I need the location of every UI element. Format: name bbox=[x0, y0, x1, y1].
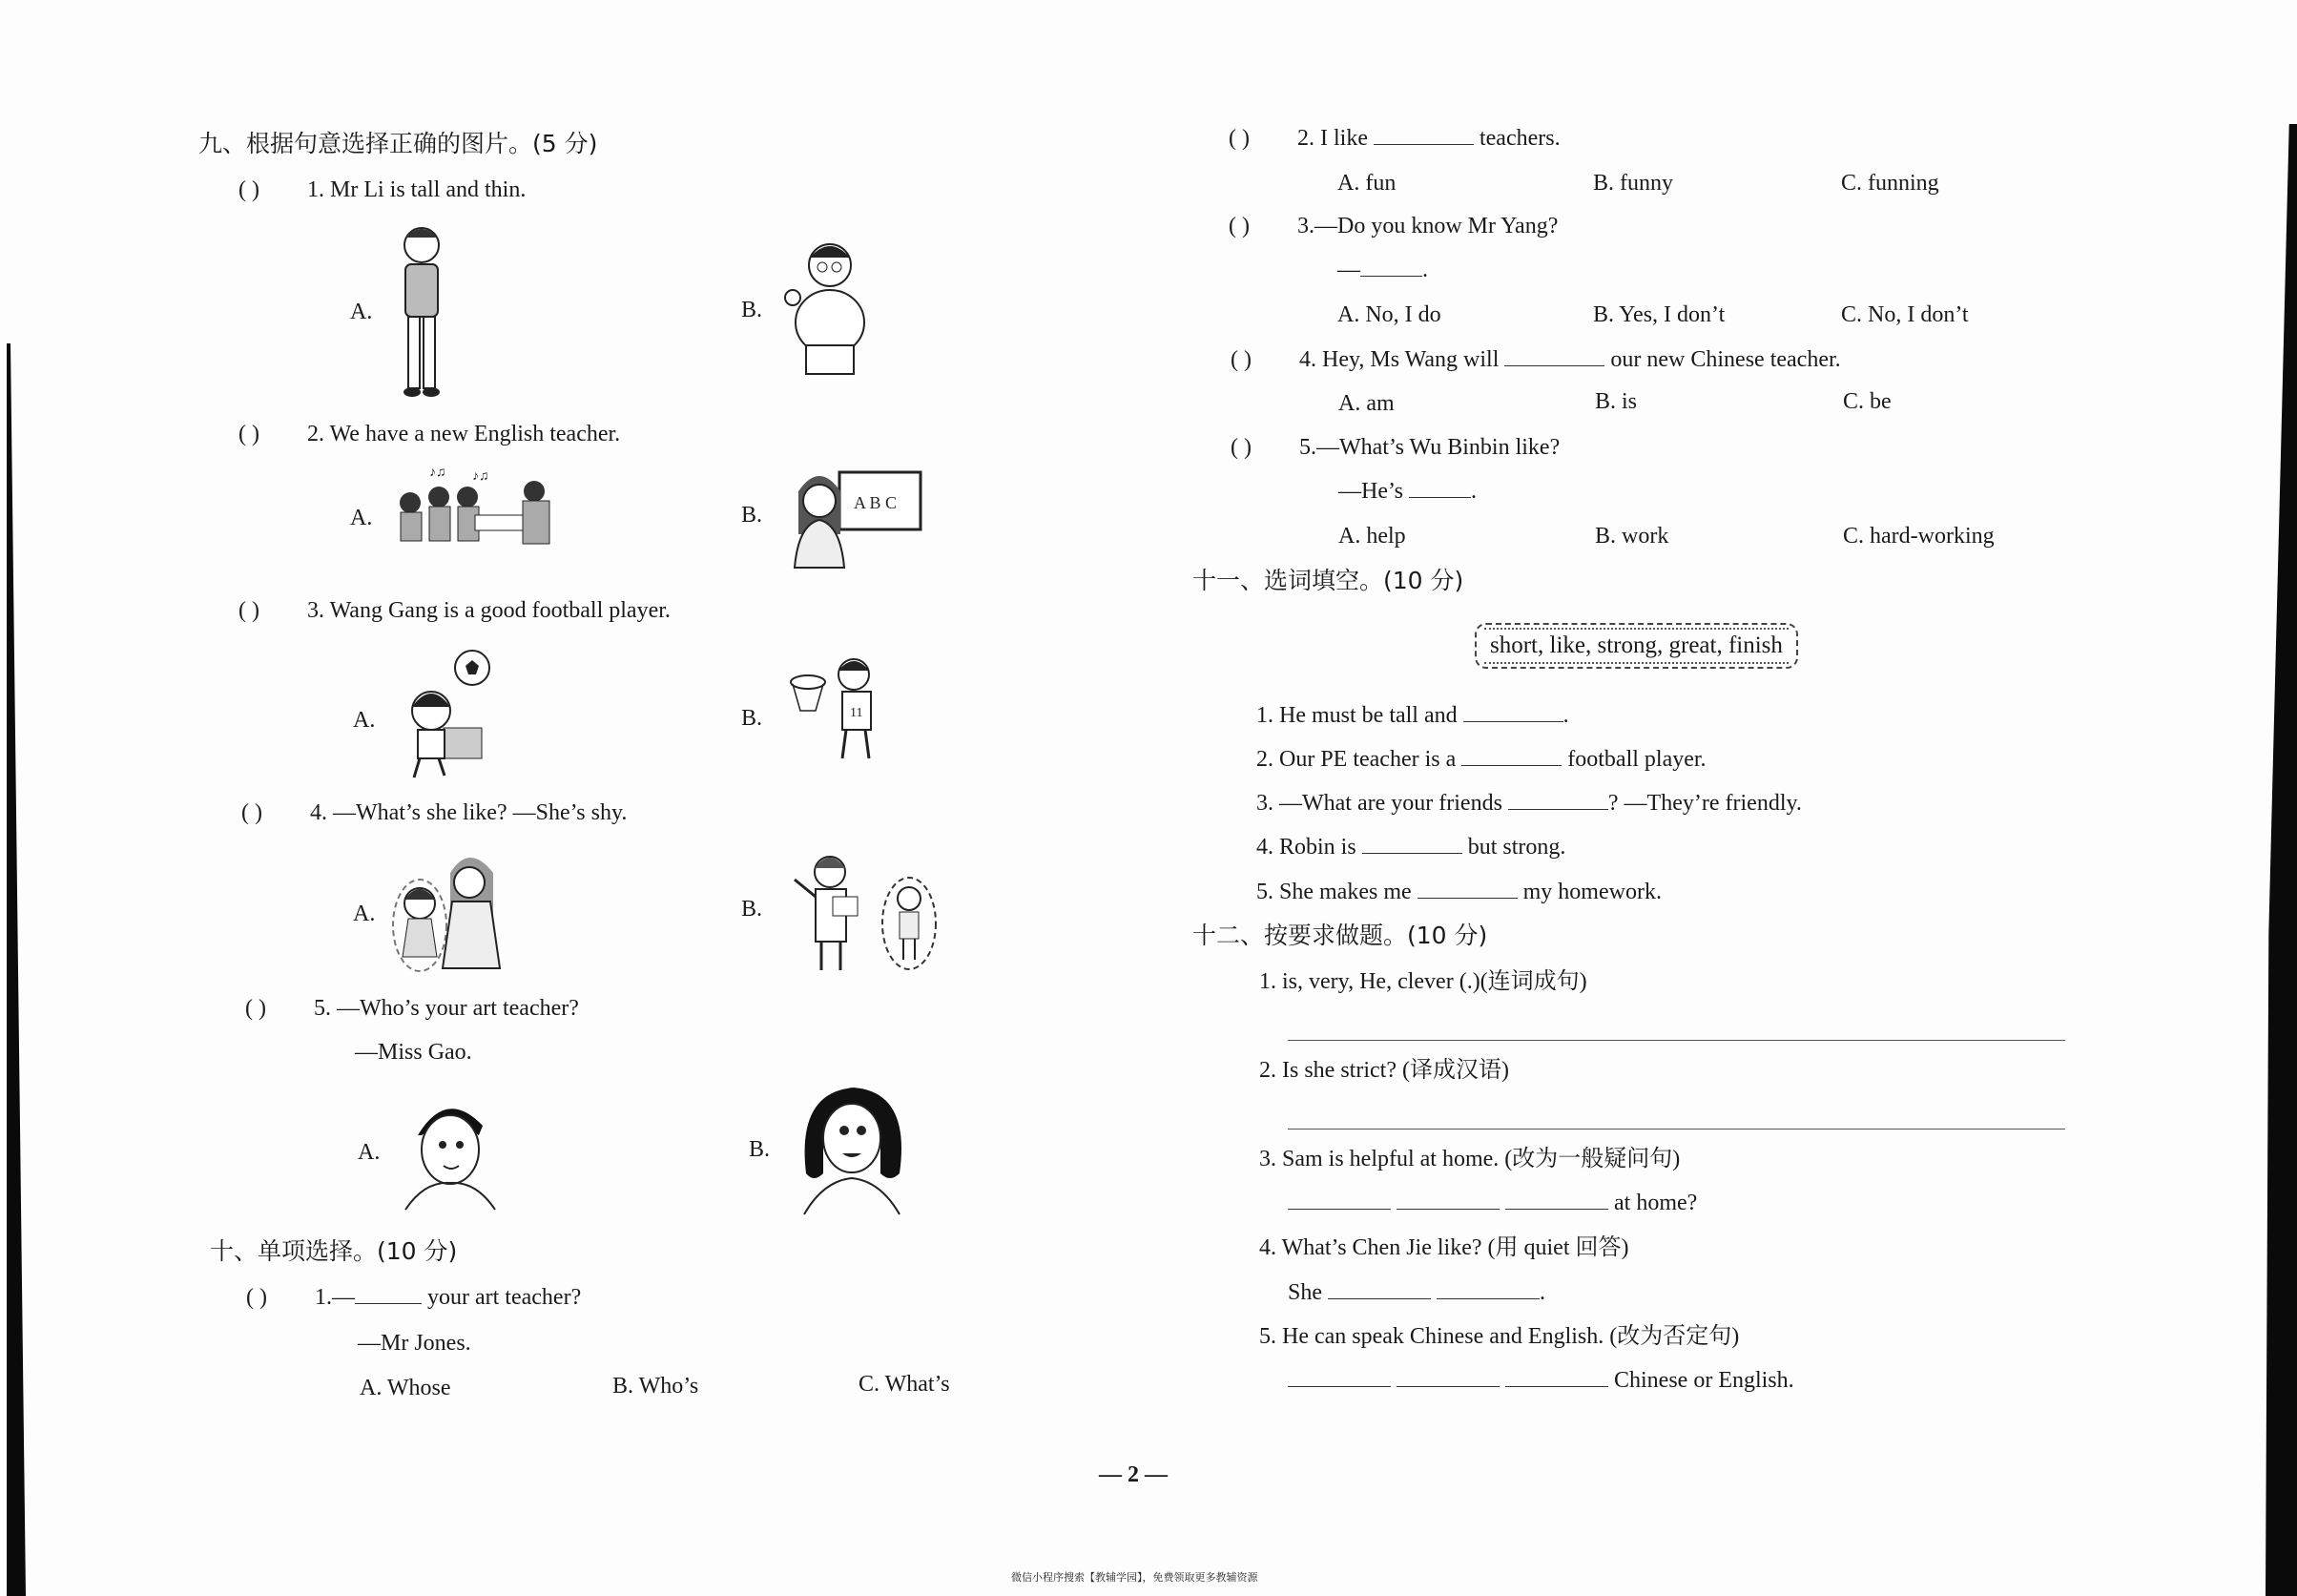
question-10-3: 3.—Do you know Mr Yang? bbox=[1297, 214, 1559, 238]
answer-blank[interactable] bbox=[1397, 1367, 1500, 1387]
answer-bracket[interactable]: ( ) bbox=[1231, 435, 1252, 460]
option-a[interactable]: A. am bbox=[1338, 391, 1395, 416]
question-9-5: 5. —Who’s your art teacher? bbox=[314, 996, 579, 1021]
option-a-label: A. bbox=[358, 1140, 381, 1165]
music-class-image[interactable] bbox=[391, 463, 558, 558]
option-a[interactable]: A. fun bbox=[1337, 171, 1397, 196]
option-a-label: A. bbox=[350, 300, 373, 324]
option-a[interactable]: A. No, I do bbox=[1337, 302, 1441, 327]
task-5-answer: Chinese or English. bbox=[1288, 1366, 1794, 1395]
short-fat-man-image[interactable] bbox=[777, 238, 878, 382]
option-b[interactable]: B. work bbox=[1595, 524, 1669, 549]
svg-text:11: 11 bbox=[850, 706, 863, 720]
page-number: — 2 — bbox=[1099, 1462, 1168, 1487]
word-bank-box: short, like, strong, great, finish bbox=[1475, 623, 1798, 669]
answer-bracket[interactable]: ( ) bbox=[1231, 347, 1252, 372]
tall-thin-man-image[interactable] bbox=[386, 224, 458, 401]
question-10-2: 2. I like teachers. bbox=[1297, 126, 1561, 151]
fill-item-4: 4. Robin is but strong. bbox=[1256, 835, 1566, 860]
answer-blank[interactable] bbox=[1288, 1367, 1391, 1387]
question-9-4: 4. —What’s she like? —She’s shy. bbox=[310, 800, 628, 825]
option-b-label: B. bbox=[749, 1137, 771, 1162]
svg-text:A B C: A B C bbox=[854, 493, 898, 512]
answer-blank[interactable] bbox=[1328, 1279, 1431, 1299]
task-1-prompt: 1. is, very, He, clever (.)(连词成句) bbox=[1259, 969, 1587, 994]
fill-blank-4[interactable] bbox=[1362, 834, 1462, 854]
option-c[interactable]: C. funning bbox=[1841, 171, 1939, 196]
svg-text:♪♫: ♪♫ bbox=[429, 466, 446, 480]
shy-girl-image[interactable] bbox=[391, 844, 506, 973]
answer-bracket[interactable]: ( ) bbox=[238, 598, 259, 623]
option-b-label: B. bbox=[741, 298, 763, 322]
option-b[interactable]: B. funny bbox=[1593, 171, 1673, 196]
answer-bracket[interactable]: ( ) bbox=[245, 996, 266, 1021]
question-9-3: 3. Wang Gang is a good football player. bbox=[307, 598, 671, 623]
answer-bracket[interactable]: ( ) bbox=[246, 1285, 267, 1310]
question-10-4: 4. Hey, Ms Wang will our new Chinese teacher. bbox=[1299, 347, 1841, 372]
answer-blank[interactable] bbox=[1397, 1190, 1500, 1210]
svg-text:♪♫: ♪♫ bbox=[472, 469, 489, 484]
option-a-label: A. bbox=[350, 506, 373, 530]
option-c[interactable]: C. hard-working bbox=[1843, 524, 1995, 549]
question-10-5-answer: —He’s . bbox=[1338, 479, 1477, 504]
teacher-and-boy-image[interactable] bbox=[777, 849, 944, 973]
option-c[interactable]: C. What’s bbox=[859, 1372, 950, 1397]
scan-edge-left bbox=[7, 343, 26, 1596]
man-portrait-image[interactable] bbox=[401, 1097, 501, 1212]
option-a-label: A. bbox=[353, 902, 376, 926]
option-b-label: B. bbox=[741, 503, 763, 528]
option-b-label: B. bbox=[741, 897, 763, 922]
section9-title: 九、根据句意选择正确的图片。(5 分) bbox=[198, 130, 598, 157]
section10-title: 十、单项选择。(10 分) bbox=[210, 1237, 458, 1265]
answer-bracket[interactable]: ( ) bbox=[1229, 214, 1250, 238]
question-9-2: 2. We have a new English teacher. bbox=[307, 422, 621, 446]
fill-blank-5[interactable] bbox=[1418, 879, 1518, 899]
question-9-5-answer: —Miss Gao. bbox=[355, 1040, 472, 1065]
english-teacher-image[interactable] bbox=[787, 463, 925, 577]
basketball-player-image[interactable] bbox=[787, 653, 897, 768]
football-player-image[interactable] bbox=[391, 644, 496, 782]
fill-item-5: 5. She makes me my homework. bbox=[1256, 880, 1662, 904]
fill-blank-2[interactable] bbox=[1461, 746, 1562, 766]
answer-blank[interactable] bbox=[1437, 1279, 1540, 1299]
option-b[interactable]: B. Who’s bbox=[612, 1374, 699, 1399]
answer-bracket[interactable]: ( ) bbox=[1229, 126, 1250, 151]
task-4-answer: She . bbox=[1288, 1280, 1545, 1305]
option-b-label: B. bbox=[741, 706, 763, 731]
option-a-label: A. bbox=[353, 708, 376, 733]
section12-title: 十二、按要求做题。(10 分) bbox=[1192, 922, 1488, 949]
question-9-1: 1. Mr Li is tall and thin. bbox=[307, 177, 527, 202]
option-a[interactable]: A. Whose bbox=[360, 1376, 451, 1400]
option-c[interactable]: C. be bbox=[1843, 389, 1892, 414]
task-2-prompt: 2. Is she strict? (译成汉语) bbox=[1259, 1058, 1509, 1083]
option-a[interactable]: A. help bbox=[1338, 524, 1406, 549]
task-2-answer-line[interactable] bbox=[1288, 1129, 2065, 1130]
answer-blank[interactable] bbox=[1288, 1190, 1391, 1210]
fill-blank-1[interactable] bbox=[1463, 702, 1563, 722]
task-3-prompt: 3. Sam is helpful at home. (改为一般疑问句) bbox=[1259, 1147, 1681, 1171]
watermark-text: 微信小程序搜索【教辅学园】，免费领取更多教辅资源 bbox=[1011, 1571, 1258, 1584]
question-10-1-answer: —Mr Jones. bbox=[358, 1331, 471, 1356]
answer-bracket[interactable]: ( ) bbox=[238, 422, 259, 446]
answer-bracket[interactable]: ( ) bbox=[241, 800, 262, 825]
task-5-prompt: 5. He can speak Chinese and English. (改为否定句) bbox=[1259, 1324, 1740, 1349]
task-1-answer-line[interactable] bbox=[1288, 1040, 2065, 1041]
scan-edge-right bbox=[2266, 124, 2297, 1596]
option-b[interactable]: B. is bbox=[1595, 389, 1638, 414]
section11-title: 十一、选词填空。(10 分) bbox=[1192, 567, 1464, 594]
question-10-3-answer: — . bbox=[1337, 258, 1428, 282]
answer-blank[interactable] bbox=[1505, 1190, 1608, 1210]
fill-item-3: 3. —What are your friends ? —They’re friendly. bbox=[1256, 791, 1802, 816]
answer-bracket[interactable]: ( ) bbox=[238, 177, 259, 202]
answer-blank[interactable] bbox=[1505, 1367, 1608, 1387]
question-10-1: 1.— your art teacher? bbox=[315, 1285, 582, 1310]
fill-blank-3[interactable] bbox=[1508, 790, 1608, 810]
fill-item-2: 2. Our PE teacher is a football player. bbox=[1256, 747, 1707, 772]
task-4-prompt: 4. What’s Chen Jie like? (用 quiet 回答) bbox=[1259, 1235, 1629, 1260]
fill-item-1: 1. He must be tall and . bbox=[1256, 703, 1569, 728]
option-b[interactable]: B. Yes, I don’t bbox=[1593, 302, 1726, 327]
question-10-5: 5.—What’s Wu Binbin like? bbox=[1299, 435, 1561, 460]
task-3-answer: at home? bbox=[1288, 1189, 1697, 1217]
option-c[interactable]: C. No, I don’t bbox=[1841, 302, 1969, 327]
woman-portrait-image[interactable] bbox=[797, 1083, 906, 1216]
